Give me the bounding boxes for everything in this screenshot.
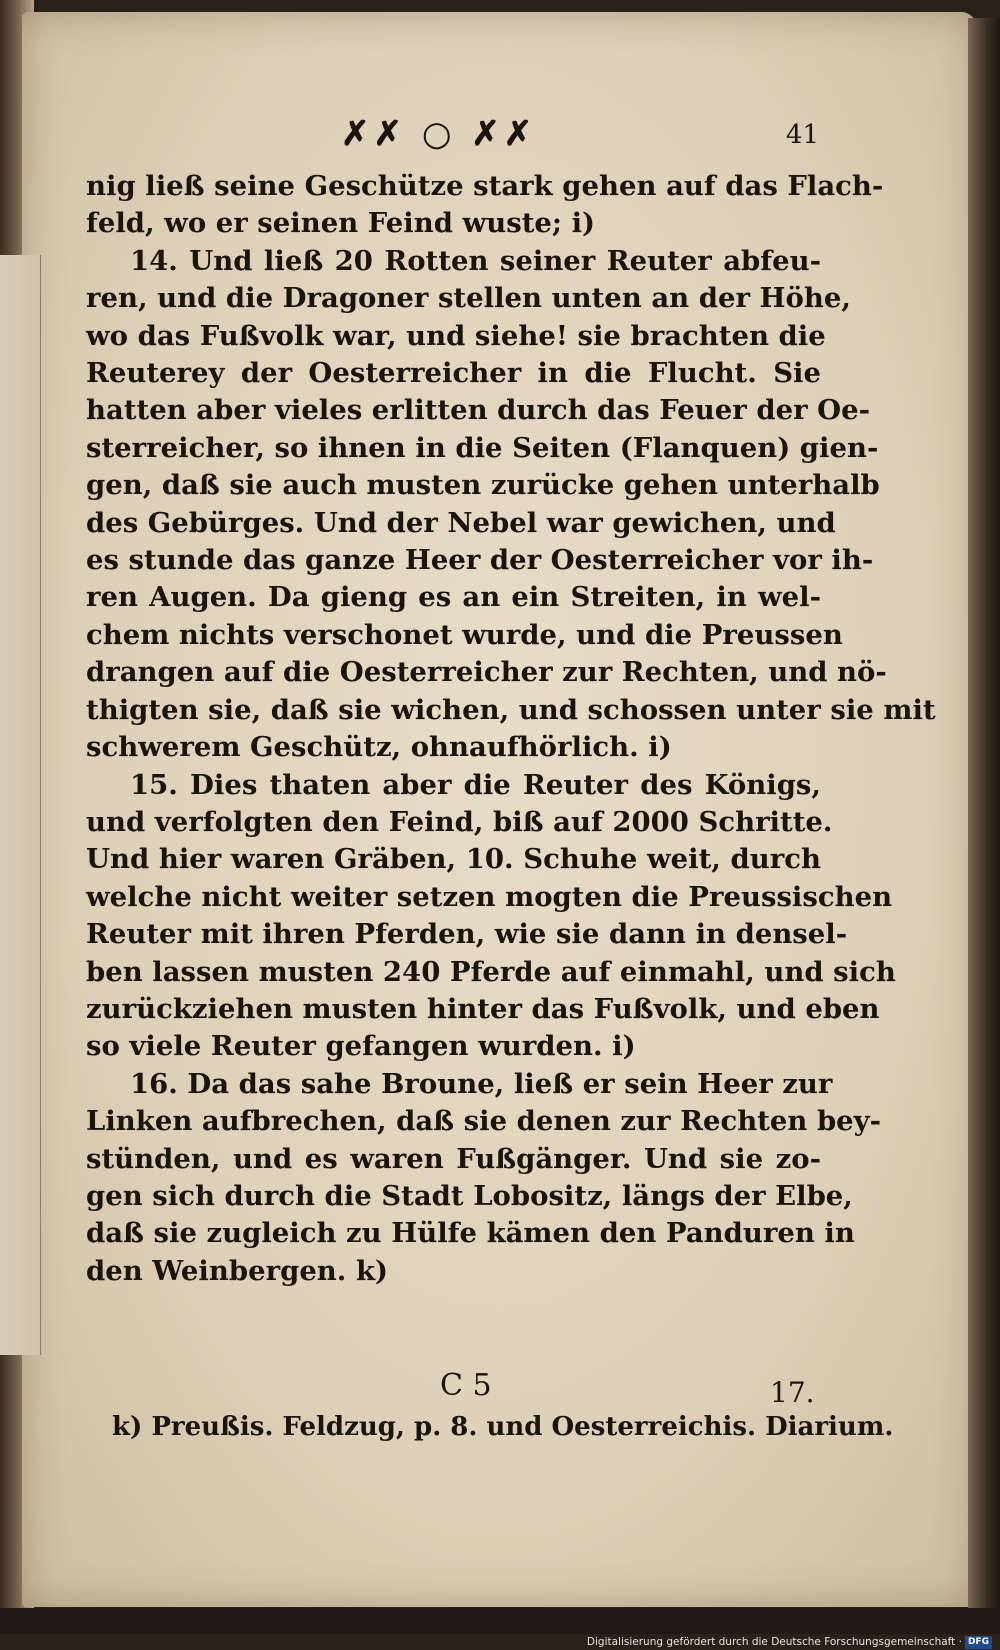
text-line: stünden, und es waren Fußgänger. Und sie zo- — [86, 1142, 821, 1175]
signature-mark: C 5 — [440, 1368, 492, 1403]
text-line: ben lassen musten 240 Pferde auf einmahl, und sich — [86, 955, 896, 988]
text-line: welche nicht weiter setzen mogten die Preussischen — [86, 880, 893, 913]
text-line: 16. Da das sahe Broune, ließ er sein Heer zur — [130, 1067, 833, 1100]
text-line: zurückziehen musten hinter das Fußvolk, und eben — [86, 992, 880, 1025]
text-line: sterreicher, so ihnen in die Seiten (Flanquen) gien- — [86, 431, 879, 464]
header-ornament: ✗✗ ○ ✗✗ — [341, 114, 537, 154]
text-line: 15. Dies thaten aber die Reuter des Königs, — [130, 768, 821, 801]
bottom-band — [0, 1608, 1000, 1634]
footnote: k) Preußis. Feldzug, p. 8. und Oesterreichis. Diarium. — [112, 1412, 894, 1442]
text-line: gen sich durch die Stadt Lobositz, längs der Elbe, — [86, 1179, 853, 1212]
text-line: chem nichts verschonet wurde, und die Preussen — [86, 618, 843, 651]
text-line: ren Augen. Da gieng es an ein Streiten, in wel- — [86, 581, 821, 614]
text-line: Reuter mit ihren Pferden, wie sie dann in densel- — [86, 918, 848, 951]
text-line: Und hier waren Gräben, 10. Schuhe weit, durch — [86, 843, 821, 876]
dfg-logo: DFG — [965, 1636, 992, 1649]
text-line: 14. Und ließ 20 Rotten seiner Reuter abfeu- — [130, 244, 821, 277]
text-line: Reuterey der Oesterreicher in die Flucht. Sie — [86, 357, 821, 390]
body-text — [86, 168, 936, 1290]
previous-page-edge — [0, 255, 41, 1355]
text-line: und verfolgten den Feind, biß auf 2000 Schritte. — [86, 805, 833, 838]
text-line: den Weinbergen. k) — [86, 1254, 389, 1287]
text-line: wo das Fußvolk war, und siehe! sie brachten die — [86, 319, 826, 352]
text-line: Linken aufbrechen, daß sie denen zur Rechten bey- — [86, 1105, 882, 1138]
text-line: drangen auf die Oesterreicher zur Rechten, und nö- — [86, 656, 887, 689]
text-line: daß sie zugleich zu Hülfe kämen den Panduren in — [86, 1217, 855, 1250]
credit-text: Digitalisierung gefördert durch die Deutsche Forschungsgemeinschaft · — [586, 1636, 962, 1648]
text-line: des Gebürges. Und der Nebel war gewichen, und — [86, 506, 836, 539]
text-line: ren, und die Dragoner stellen unten an der Höhe, — [86, 282, 851, 315]
running-head — [86, 114, 821, 158]
digitization-credit — [587, 1634, 992, 1650]
text-line: so viele Reuter gefangen wurden. i) — [86, 1030, 636, 1063]
text-line: thigten sie, daß sie wichen, und schossen unter sie mit — [86, 693, 936, 726]
text-line: nig ließ seine Geschütze stark gehen auf das Flach- — [86, 170, 884, 202]
text-line: gen, daß sie auch musten zurücke gehen unterhalb — [86, 469, 880, 502]
page-right-edge — [968, 18, 1000, 1608]
text-line: feld, wo er seinen Feind wuste; i) — [86, 207, 596, 240]
text-line: es stunde das ganze Heer der Oesterreicher vor ih- — [86, 544, 874, 577]
text-line: schwerem Geschütz, ohnaufhörlich. i) — [86, 731, 672, 764]
page-number: 41 — [785, 120, 819, 150]
catchword: 17. — [770, 1376, 815, 1409]
text-line: hatten aber vieles erlitten durch das Feuer der Oe- — [86, 394, 871, 427]
